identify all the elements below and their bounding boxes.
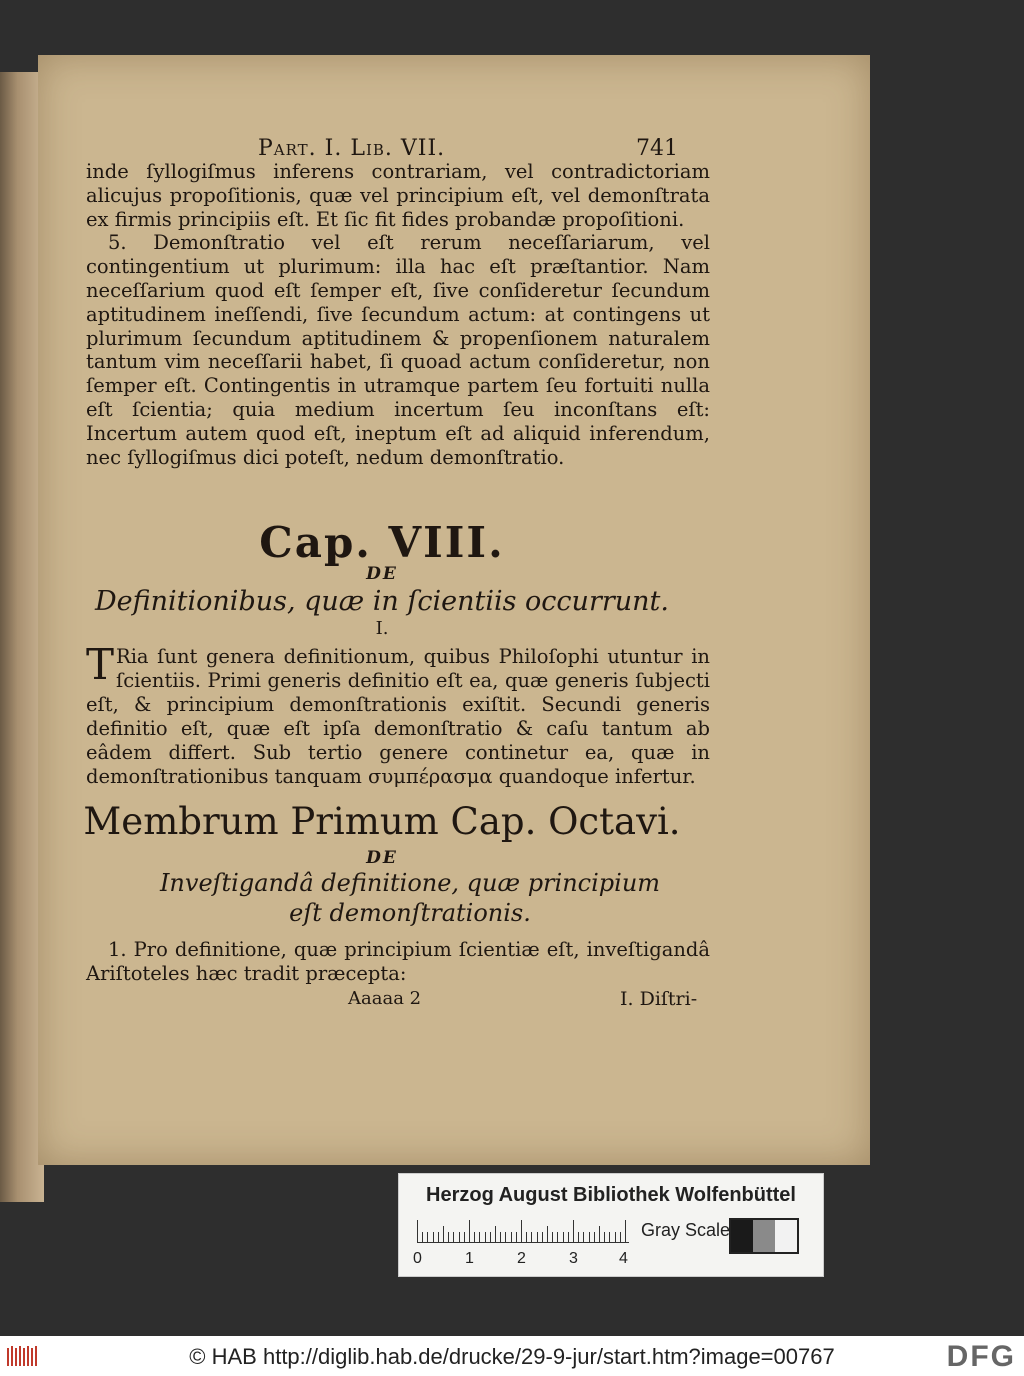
ruler-tick	[599, 1226, 600, 1242]
paragraph-5-text: Demonſtratio vel eſt rerum neceſſariarum, vel contingentium ut plurimum: illa hac eſt præſtantior. Nam neceſſarium quod eſt ſemper eſt, ſive conſideretur ſecundum aptitudinem ineſſendi, ſive ſecundum actum: at contingens ut plurimum ſecundum aptitudinem & propenſionem naturalem tantum vim neceſſarii habet, ſi quoad actum conſideretur, non ſemper eſt. Contingentis in utramque partem ſeu fortuiti nulla eſt ſcientia; quia medium incertum ſeu inconſtans eſt: Incertum autem quod eſt, ineptum eſt ad aliquid inferendum, nec ſyllogiſmus dici poteſt, nedum demonſtratio.	[86, 231, 710, 469]
ruler-tick	[521, 1220, 522, 1242]
scale-card	[398, 1173, 824, 1277]
gray-swatch-mid	[753, 1220, 775, 1252]
ruler-tick	[459, 1232, 460, 1242]
ruler-tick	[542, 1232, 543, 1242]
ruler-tick	[563, 1232, 564, 1242]
footer-bar	[0, 1336, 1024, 1376]
body-text-chapter	[86, 640, 710, 789]
gray-scale-swatches	[729, 1218, 799, 1254]
ruler-tick	[568, 1232, 569, 1242]
signature-mark: Aaaaa 2	[348, 988, 422, 1009]
ruler-tick	[500, 1232, 501, 1242]
ruler-tick	[474, 1232, 475, 1242]
ruler-tick	[495, 1226, 496, 1242]
running-head: Part. I. Lib. VII.	[258, 136, 446, 161]
ruler-number: 1	[465, 1250, 474, 1267]
ruler-number: 2	[517, 1250, 526, 1267]
ruler-tick	[511, 1232, 512, 1242]
ruler-tick	[620, 1232, 621, 1242]
ruler-tick	[516, 1232, 517, 1242]
gray-swatch-dark	[731, 1220, 753, 1252]
ruler-tick	[453, 1232, 454, 1242]
paragraph-5	[86, 231, 710, 469]
ruler-tick	[443, 1226, 444, 1242]
ruler-tick	[547, 1226, 548, 1242]
ruler-tick	[552, 1232, 553, 1242]
ruler-tick	[604, 1232, 605, 1242]
ruler-tick	[594, 1232, 595, 1242]
paragraph-1-number: 1.	[108, 938, 127, 961]
paragraph-1-text: Pro definitione, quæ principium ſcientiæ eſt, inveſtigandâ Ariſtoteles hæc tradit præcepta:	[86, 938, 710, 985]
ruler-numbers	[413, 1250, 643, 1270]
ruler-tick	[625, 1220, 626, 1242]
de-label-1: DE	[366, 564, 398, 584]
chapter-heading: Cap. VIII.	[259, 518, 505, 567]
gray-swatch-light	[775, 1220, 797, 1252]
dfg-logo: DFG	[946, 1340, 1016, 1373]
ruler-tick	[583, 1232, 584, 1242]
ruler-tick	[490, 1232, 491, 1242]
page-number: 741	[636, 136, 678, 161]
chapter-subtitle: Definitionibus, quæ in ſcientiis occurrunt.	[95, 586, 669, 617]
ruler-tick	[417, 1220, 418, 1242]
ruler-tick	[464, 1232, 465, 1242]
catchword: I. Diſtri-	[620, 988, 698, 1010]
ruler-tick	[427, 1232, 428, 1242]
ruler-number: 3	[569, 1250, 578, 1267]
ruler-tick	[557, 1232, 558, 1242]
ruler-tick	[448, 1232, 449, 1242]
ruler-tick	[573, 1220, 574, 1242]
ruler-tick	[485, 1232, 486, 1242]
membrum-subtitle: Inveſtigandâ definitione, quæ principium eſt demonſtrationis.	[159, 869, 661, 927]
ruler-tick	[438, 1232, 439, 1242]
ruler-tick	[433, 1232, 434, 1242]
drop-cap: T	[86, 640, 115, 689]
paragraph-continuation: inde ſyllogiſmus inferens contrariam, vel contradictoriam alicujus propoſitionis, quæ vel principium eſt, vel demonſtrata ex firmis principiis eſt. Et ſic fit fides probandæ propoſitioni.	[86, 160, 710, 231]
footer-copyright-link[interactable]: © HAB http://diglib.hab.de/drucke/29-9-jur/start.htm?image=00767	[189, 1344, 835, 1369]
ruler-tick	[479, 1232, 480, 1242]
ruler-tick	[615, 1232, 616, 1242]
ruler	[417, 1220, 629, 1243]
ruler-tick	[422, 1232, 423, 1242]
ruler-number: 4	[619, 1250, 628, 1267]
ruler-tick	[469, 1220, 470, 1242]
chapter-paragraph: Ria ſunt genera definitionum, quibus Philoſophi utuntur in ſcientiis. Primi generis definitio eſt ea, quæ generis ſubjecti eſt, & principium demonſtrationis exiſtit. Secundi generis definitio eſt, quæ eſt ipſa demonſtratio & caſu tantum ab eâdem differt. Sub tertio genere continetur ea, quæ in demonſtrationibus tanquam συμπέρασμα quandoque infertur.	[86, 645, 710, 788]
ruler-tick	[609, 1232, 610, 1242]
body-text-bottom	[86, 938, 710, 986]
ruler-number: 0	[413, 1250, 422, 1267]
ruler-tick	[526, 1232, 527, 1242]
section-number: I.	[375, 618, 389, 639]
ruler-tick	[531, 1232, 532, 1242]
ruler-tick	[505, 1232, 506, 1242]
paragraph-5-number: 5.	[108, 231, 127, 255]
body-text-top	[86, 160, 710, 469]
membrum-heading: Membrum Primum Cap. Octavi.	[83, 800, 681, 843]
library-name: Herzog August Bibliothek Wolfenbüttel	[426, 1184, 796, 1206]
de-label-2: DE	[366, 848, 398, 868]
ruler-tick	[578, 1232, 579, 1242]
ruler-tick	[537, 1232, 538, 1242]
ruler-tick	[589, 1232, 590, 1242]
gray-scale-label: Gray Scale	[641, 1220, 731, 1240]
